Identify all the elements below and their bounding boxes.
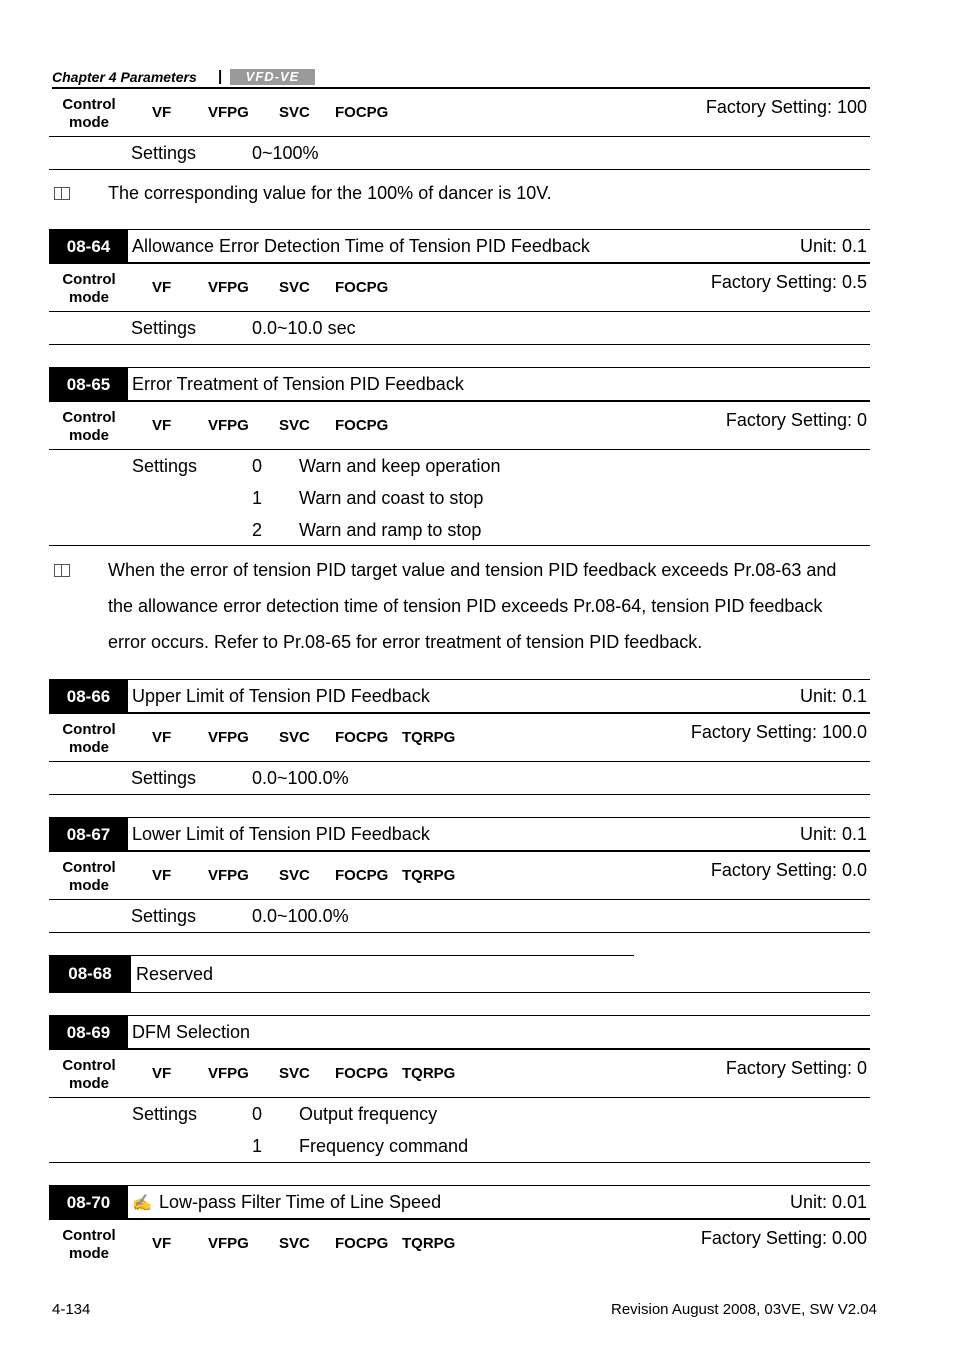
mode-vf: VF: [152, 867, 172, 884]
settings-label: Settings: [131, 143, 197, 163]
mode-vf: VF: [152, 104, 172, 121]
control-mode-row: [49, 264, 870, 312]
param-name: ✍ Low-pass Filter Time of Line Speed: [132, 1192, 442, 1212]
note-text: When the error of tension PID target value and tension PID feedback exceeds Pr.08-63 and the allowance error detection time of tension PID exceeds Pr.08-64, tension PID feedback error occurs. Refer to Pr.08-65 for error treatment of tension PID feedback.: [108, 560, 837, 652]
settings-label: Settings: [131, 768, 197, 788]
note: [52, 552, 870, 660]
mode-vfpg: VFPG: [208, 279, 249, 296]
mode-svc: SVC: [279, 1065, 310, 1082]
option-number: 0: [252, 1104, 263, 1124]
note: [52, 181, 870, 205]
control-mode-row: [49, 402, 870, 450]
param-title-row: [49, 679, 870, 714]
mode-vf: VF: [152, 417, 172, 434]
control-mode-row: [49, 714, 870, 762]
settings-row: [49, 137, 870, 170]
param-unit: Unit: 0.01: [789, 1192, 867, 1212]
control-mode-label: Control mode: [62, 1057, 116, 1092]
option-text: Warn and keep operation: [299, 456, 501, 476]
mode-vf: VF: [152, 729, 172, 746]
control-mode-row: [49, 1050, 870, 1098]
param-unit: Unit: 0.1: [799, 824, 867, 844]
param-name: Error Treatment of Tension PID Feedback: [132, 374, 464, 394]
param-code: 08-64: [49, 229, 128, 264]
factory-setting: Factory Setting: 0: [725, 410, 867, 430]
param-block-08-68: [49, 955, 870, 993]
param-block-08-65: [49, 367, 870, 546]
option-number: 0: [252, 456, 263, 476]
control-mode-label: Control mode: [62, 859, 116, 894]
control-mode-row: [49, 89, 870, 137]
param-block-08-64: [49, 229, 870, 345]
mode-svc: SVC: [279, 867, 310, 884]
option-number: 1: [252, 1136, 263, 1156]
param-name: DFM Selection: [132, 1022, 251, 1042]
settings-label: Settings: [131, 318, 197, 338]
control-mode-label: Control mode: [62, 271, 116, 306]
mode-vf: VF: [152, 1065, 172, 1082]
settings-label: Settings: [132, 1104, 198, 1124]
control-mode-label: Control mode: [62, 96, 116, 131]
control-mode-label: Control mode: [62, 721, 116, 756]
settings-row: [49, 312, 870, 345]
param-block-08-69: [49, 1015, 870, 1163]
mode-focpg: FOCPG: [335, 1065, 389, 1082]
param-code: 08-68: [49, 955, 131, 992]
settings-value: 0.0~100.0%: [252, 768, 349, 788]
mode-tqrpg: TQRPG: [402, 1235, 456, 1252]
param-title-row: [49, 1185, 870, 1220]
param-unit: Unit: 0.1: [799, 236, 867, 256]
control-mode-label: Control mode: [62, 409, 116, 444]
option-number: 2: [252, 520, 263, 540]
param-name: Reserved: [136, 964, 214, 984]
mode-svc: SVC: [279, 729, 310, 746]
mode-focpg: FOCPG: [335, 279, 389, 296]
settings-row: [49, 1098, 870, 1163]
settings-value: 0~100%: [252, 143, 319, 163]
param-block-continued: [49, 89, 870, 170]
mode-vfpg: VFPG: [208, 1235, 249, 1252]
param-code: 08-65: [49, 367, 128, 402]
settings-value: 0.0~10.0 sec: [252, 318, 356, 338]
option-text: Warn and coast to stop: [299, 488, 484, 508]
option-number: 1: [252, 488, 263, 508]
mode-vf: VF: [152, 279, 172, 296]
settings-label: Settings: [131, 906, 197, 926]
factory-setting: Factory Setting: 0.0: [710, 860, 867, 880]
param-block-08-66: [49, 679, 870, 795]
mode-svc: SVC: [279, 104, 310, 121]
param-code: 08-69: [49, 1015, 128, 1050]
mode-vfpg: VFPG: [208, 417, 249, 434]
settings-value: 0.0~100.0%: [252, 906, 349, 926]
mode-focpg: FOCPG: [335, 417, 389, 434]
mode-svc: SVC: [279, 417, 310, 434]
mode-svc: SVC: [279, 1235, 310, 1252]
control-mode-label: Control mode: [62, 1227, 116, 1262]
option-text: Output frequency: [299, 1104, 438, 1124]
mode-vf: VF: [152, 1235, 172, 1252]
param-name: Lower Limit of Tension PID Feedback: [132, 824, 430, 844]
param-block-08-67: [49, 817, 870, 933]
param-title-row: [49, 955, 870, 993]
param-name: Allowance Error Detection Time of Tension PID Feedback: [132, 236, 590, 256]
factory-setting: Factory Setting: 0: [725, 1058, 867, 1078]
factory-setting: Factory Setting: 100: [705, 97, 867, 117]
mode-svc: SVC: [279, 279, 310, 296]
mode-tqrpg: TQRPG: [402, 1065, 456, 1082]
mode-vfpg: VFPG: [208, 867, 249, 884]
param-name: Upper Limit of Tension PID Feedback: [132, 686, 430, 706]
mode-tqrpg: TQRPG: [402, 867, 456, 884]
book-icon: [52, 185, 72, 201]
factory-setting: Factory Setting: 100.0: [690, 722, 867, 742]
param-block-08-70: [49, 1185, 870, 1268]
header-separator: |: [218, 68, 223, 85]
product-logo: VFD-VE: [230, 69, 315, 85]
control-mode-row: [49, 1220, 870, 1268]
settings-row: [49, 450, 870, 546]
page-header: [52, 68, 870, 88]
mode-focpg: FOCPG: [335, 867, 389, 884]
settings-row: [49, 762, 870, 795]
settings-label: Settings: [132, 456, 198, 476]
control-mode-row: [49, 852, 870, 900]
param-title-row: [49, 1015, 870, 1050]
chapter-title: Chapter 4 Parameters: [52, 69, 197, 85]
revision-info: Revision August 2008, 03VE, SW V2.04: [611, 1301, 877, 1318]
pencil-icon: ✍: [132, 1195, 152, 1212]
param-code: 08-67: [49, 817, 128, 852]
title-top-rule: [49, 955, 634, 956]
page-number: 4-134: [52, 1301, 91, 1318]
param-code: 08-66: [49, 679, 128, 714]
note-text: The corresponding value for the 100% of dancer is 10V.: [108, 183, 552, 203]
mode-vfpg: VFPG: [208, 104, 249, 121]
param-title-row: [49, 229, 870, 264]
param-title-row: [49, 367, 870, 402]
mode-vfpg: VFPG: [208, 729, 249, 746]
mode-tqrpg: TQRPG: [402, 729, 456, 746]
factory-setting: Factory Setting: 0.00: [700, 1228, 867, 1248]
mode-focpg: FOCPG: [335, 729, 389, 746]
param-code: 08-70: [49, 1185, 128, 1220]
mode-focpg: FOCPG: [335, 1235, 389, 1252]
option-text: Warn and ramp to stop: [299, 520, 482, 540]
param-unit: Unit: 0.1: [799, 686, 867, 706]
param-title-row: [49, 817, 870, 852]
factory-setting: Factory Setting: 0.5: [710, 272, 867, 292]
book-icon: [52, 562, 72, 578]
option-text: Frequency command: [299, 1136, 469, 1156]
settings-row: [49, 900, 870, 933]
mode-focpg: FOCPG: [335, 104, 389, 121]
mode-vfpg: VFPG: [208, 1065, 249, 1082]
